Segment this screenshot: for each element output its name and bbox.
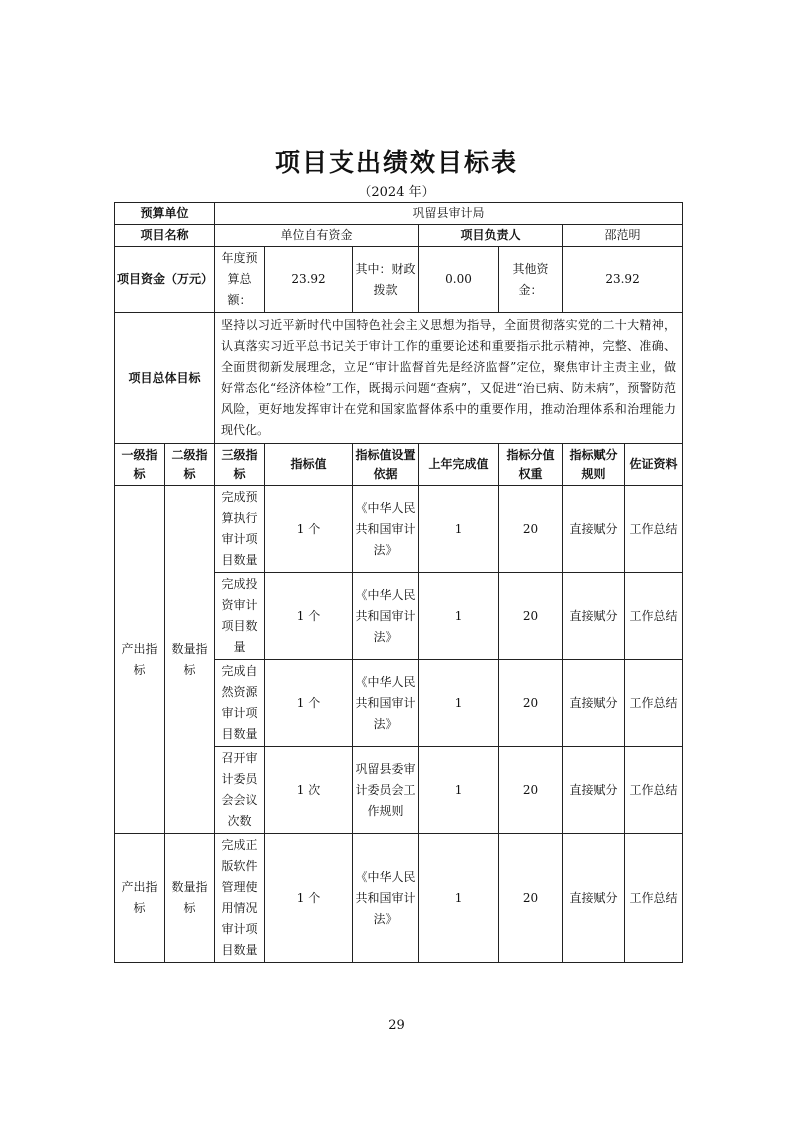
evidence-cell: 工作总结 bbox=[625, 747, 683, 834]
rule-cell: 直接赋分 bbox=[563, 573, 625, 660]
budget-unit-label: 预算单位 bbox=[115, 203, 215, 225]
indicator-value-cell: 1 个 bbox=[265, 660, 353, 747]
rule-cell: 直接赋分 bbox=[563, 747, 625, 834]
performance-table bbox=[114, 202, 683, 963]
last-year-cell: 1 bbox=[419, 747, 499, 834]
column-header: 上年完成值 bbox=[419, 444, 499, 486]
annual-budget-value: 23.92 bbox=[265, 247, 353, 313]
table-row bbox=[115, 486, 683, 573]
level2-cell: 数量指标 bbox=[165, 486, 215, 834]
level3-cell: 完成正版软件管理使用情况审计项目数量 bbox=[215, 834, 265, 963]
overall-goal-text: 坚持以习近平新时代中国特色社会主义思想为指导，全面贯彻落实党的二十大精神，认真落实习近平总书记关于审计工作的重要论述和重要指示批示精神，完整、准确、全面贯彻新发展理念，立足“审计监督首先是经济监督”定位，聚焦审计主责主业，做好常态化“经济体检”工作，既揭示问题“查病”，又促进“治已病、防未病”，预警防范风险，更好地发挥审计在党和国家监督体系中的重要作用，推动治理体系和治理能力现代化。 bbox=[215, 313, 683, 444]
evidence-cell: 工作总结 bbox=[625, 486, 683, 573]
fiscal-appropriation-label: 其中：财政拨款 bbox=[353, 247, 419, 313]
weight-cell: 20 bbox=[499, 660, 563, 747]
weight-cell: 20 bbox=[499, 834, 563, 963]
level3-cell: 完成预算执行审计项目数量 bbox=[215, 486, 265, 573]
level3-cell: 召开审计委员会会议次数 bbox=[215, 747, 265, 834]
other-funds-label: 其他资金： bbox=[499, 247, 563, 313]
column-header: 三级指标 bbox=[215, 444, 265, 486]
rule-cell: 直接赋分 bbox=[563, 486, 625, 573]
level1-cell: 产出指标 bbox=[115, 486, 165, 834]
indicator-value-cell: 1 次 bbox=[265, 747, 353, 834]
project-leader-value: 邵范明 bbox=[563, 225, 683, 247]
basis-cell: 《中华人民共和国审计法》 bbox=[353, 660, 419, 747]
table-row bbox=[115, 834, 683, 963]
evidence-cell: 工作总结 bbox=[625, 660, 683, 747]
evidence-cell: 工作总结 bbox=[625, 573, 683, 660]
project-funds-label: 项目资金（万元） bbox=[115, 247, 215, 313]
fiscal-appropriation-value: 0.00 bbox=[419, 247, 499, 313]
column-header: 指标值设置依据 bbox=[353, 444, 419, 486]
rule-cell: 直接赋分 bbox=[563, 660, 625, 747]
level1-cell: 产出指标 bbox=[115, 834, 165, 963]
column-header: 一级指标 bbox=[115, 444, 165, 486]
last-year-cell: 1 bbox=[419, 486, 499, 573]
column-header: 佐证资料 bbox=[625, 444, 683, 486]
weight-cell: 20 bbox=[499, 747, 563, 834]
project-name-value: 单位自有资金 bbox=[215, 225, 419, 247]
other-funds-value: 23.92 bbox=[563, 247, 683, 313]
last-year-cell: 1 bbox=[419, 573, 499, 660]
column-header: 指标值 bbox=[265, 444, 353, 486]
basis-cell: 《中华人民共和国审计法》 bbox=[353, 486, 419, 573]
rule-cell: 直接赋分 bbox=[563, 834, 625, 963]
column-header: 指标分值权重 bbox=[499, 444, 563, 486]
project-name-label: 项目名称 bbox=[115, 225, 215, 247]
last-year-cell: 1 bbox=[419, 660, 499, 747]
indicator-value-cell: 1 个 bbox=[265, 573, 353, 660]
indicator-value-cell: 1 个 bbox=[265, 834, 353, 963]
budget-unit-value: 巩留县审计局 bbox=[215, 203, 683, 225]
indicator-rows bbox=[115, 486, 683, 963]
annual-budget-label: 年度预算总额： bbox=[215, 247, 265, 313]
basis-cell: 《中华人民共和国审计法》 bbox=[353, 573, 419, 660]
project-leader-label: 项目负责人 bbox=[419, 225, 563, 247]
page-title: 项目支出绩效目标表 bbox=[274, 148, 518, 177]
basis-cell: 《中华人民共和国审计法》 bbox=[353, 834, 419, 963]
header-row bbox=[115, 444, 683, 486]
level3-cell: 完成自然资源审计项目数量 bbox=[215, 660, 265, 747]
column-header: 指标赋分规则 bbox=[563, 444, 625, 486]
weight-cell: 20 bbox=[499, 573, 563, 660]
weight-cell: 20 bbox=[499, 486, 563, 573]
year-label: （2024 年） bbox=[358, 185, 435, 200]
evidence-cell: 工作总结 bbox=[625, 834, 683, 963]
column-header: 二级指标 bbox=[165, 444, 215, 486]
level3-cell: 完成投资审计项目数量 bbox=[215, 573, 265, 660]
overall-goal-label: 项目总体目标 bbox=[115, 313, 215, 444]
page-number: 29 bbox=[388, 1018, 405, 1033]
level2-cell: 数量指标 bbox=[165, 834, 215, 963]
indicator-value-cell: 1 个 bbox=[265, 486, 353, 573]
last-year-cell: 1 bbox=[419, 834, 499, 963]
basis-cell: 巩留县委审计委员会工作规则 bbox=[353, 747, 419, 834]
